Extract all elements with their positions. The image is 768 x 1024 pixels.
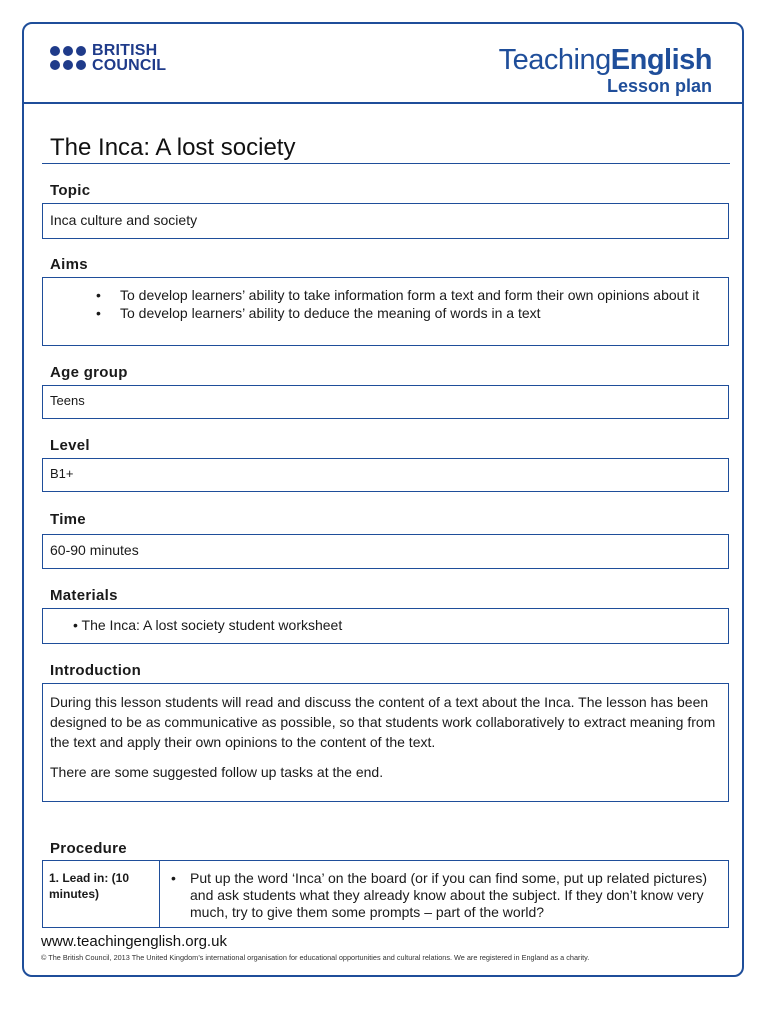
- age-group-box: [42, 385, 729, 419]
- aims-list: [43, 287, 730, 323]
- time-box: [42, 534, 729, 569]
- procedure-label: Procedure: [50, 840, 127, 857]
- topic-text: Inca culture and society: [50, 212, 198, 228]
- time-label: Time: [50, 511, 86, 528]
- level-label: Level: [50, 437, 90, 454]
- introduction-label: Introduction: [50, 662, 142, 679]
- footer-url-link[interactable]: www.teachingenglish.org.uk: [41, 933, 227, 950]
- aims-box: [42, 277, 729, 346]
- aims-label: Aims: [50, 256, 88, 273]
- list-item: [43, 305, 730, 321]
- procedure-step-text: Put up the word ‘Inca’ on the board (or if you can find some, put up related pictures) and ask students what they already know about the subject. If they don’t know very much, try to give them some prompts – part of the world?: [190, 870, 707, 920]
- brand-light: Teaching: [498, 44, 611, 76]
- materials-text: • The Inca: A lost society student worksheet: [73, 617, 343, 633]
- bullet: •: [96, 305, 101, 321]
- materials-box: [42, 608, 729, 644]
- list-item: [43, 287, 730, 303]
- introduction-box: [42, 683, 729, 802]
- brand-subtitle: Lesson plan: [606, 76, 712, 96]
- aim-text: To develop learners’ ability to deduce the meaning of words in a text: [120, 305, 541, 321]
- topic-box: [42, 203, 729, 239]
- page-frame: [22, 22, 744, 977]
- logo-line-1: BRITISH: [92, 42, 158, 59]
- level-text: B1+: [50, 466, 74, 481]
- procedure-step-title: 1. Lead in: (10 minutes): [43, 861, 160, 927]
- procedure-table: [42, 860, 729, 928]
- age-group-label: Age group: [50, 364, 128, 381]
- logo-line-2: COUNCIL: [92, 57, 167, 74]
- introduction-paragraph-1: During this lesson students will read and discuss the content of a text about the Inca. The lesson has been designed to be as communicative as possible, so that students work collaboratively to extract meaning from the text and apply their own opinions to the content of the text.: [50, 694, 716, 750]
- header-divider: [22, 102, 744, 104]
- procedure-step-body: [161, 861, 728, 927]
- age-group-text: Teens: [50, 393, 85, 408]
- brand-bold: English: [610, 44, 712, 76]
- teachingenglish-logo: [499, 44, 712, 96]
- aim-text: To develop learners’ ability to take information form a text and form their own opinions about it: [120, 287, 700, 303]
- title-divider: [42, 163, 730, 164]
- bullet: •: [171, 870, 176, 886]
- british-council-dots-icon: [50, 46, 86, 70]
- topic-label: Topic: [50, 182, 91, 199]
- british-council-logo: [50, 43, 166, 73]
- introduction-paragraph-2: There are some suggested follow up tasks at the end.: [50, 764, 384, 780]
- page-title: The Inca: A lost society: [50, 134, 296, 161]
- bullet: •: [96, 287, 101, 303]
- level-box: [42, 458, 729, 492]
- time-text: 60-90 minutes: [50, 542, 139, 558]
- footer-copyright: © The British Council, 2013 The United Kingdom’s international organisation for educational opportunities and cultural relations. We are registered in England as a charity.: [41, 953, 590, 962]
- materials-label: Materials: [50, 587, 118, 604]
